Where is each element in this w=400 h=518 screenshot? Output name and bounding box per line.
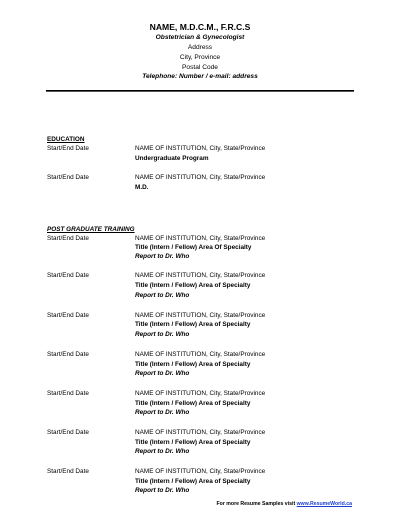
- training-institution: NAME OF INSTITUTION, City, State/Province: [135, 351, 266, 358]
- training-date: Start/End Date: [47, 351, 89, 358]
- education-program: Undergraduate Program: [135, 155, 209, 162]
- training-report: Report to Dr. Who: [135, 292, 190, 299]
- training-report: Report to Dr. Who: [135, 448, 190, 455]
- training-report: Report to Dr. Who: [135, 370, 190, 377]
- header-divider: [46, 90, 354, 92]
- training-title: Title (Intern / Fellow) Area of Specialty: [135, 439, 251, 446]
- training-institution: NAME OF INSTITUTION, City, State/Province: [135, 468, 266, 475]
- training-title: Title (Intern / Fellow) Area of Specialty: [135, 321, 251, 328]
- postal-line: Postal Code: [182, 64, 218, 71]
- education-institution: NAME OF INSTITUTION, City, State/Province: [135, 174, 266, 181]
- address-line: Address: [187, 44, 213, 51]
- training-report: Report to Dr. Who: [135, 253, 190, 260]
- city-line: City, Province: [179, 54, 221, 61]
- training-title: Title (Intern / Fellow) Area of Specialty: [135, 478, 251, 485]
- footer-link[interactable]: www.ResumeWorld.ca: [296, 501, 352, 507]
- education-date: Start/End Date: [47, 145, 89, 152]
- training-title: Title (Intern / Fellow) Area of Specialty: [135, 400, 251, 407]
- education-heading: EDUCATION: [47, 136, 85, 143]
- education-institution: NAME OF INSTITUTION, City, State/Province: [135, 145, 266, 152]
- training-heading: POST GRADUATE TRAINING: [47, 226, 135, 233]
- training-report: Report to Dr. Who: [135, 409, 190, 416]
- training-date: Start/End Date: [47, 235, 89, 242]
- contact-line: Telephone: Number / e-mail: address: [142, 73, 258, 80]
- education-date: Start/End Date: [47, 174, 89, 181]
- training-title: Title (Intern / Fellow) Area of Specialty: [135, 361, 251, 368]
- training-date: Start/End Date: [47, 468, 89, 475]
- training-title: Title (Intern / Fellow) Area Of Specialty: [135, 244, 252, 251]
- training-date: Start/End Date: [47, 390, 89, 397]
- footer-note: [216, 501, 352, 507]
- training-institution: NAME OF INSTITUTION, City, State/Province: [135, 312, 266, 319]
- training-institution: NAME OF INSTITUTION, City, State/Province: [135, 235, 266, 242]
- training-institution: NAME OF INSTITUTION, City, State/Province: [135, 272, 266, 279]
- training-institution: NAME OF INSTITUTION, City, State/Province: [135, 390, 266, 397]
- training-report: Report to Dr. Who: [135, 331, 190, 338]
- doctor-specialty: Obstetrician & Gynecologist: [155, 34, 245, 41]
- training-date: Start/End Date: [47, 312, 89, 319]
- training-institution: NAME OF INSTITUTION, City, State/Province: [135, 429, 266, 436]
- education-degree: M.D.: [135, 184, 149, 191]
- training-report: Report to Dr. Who: [135, 487, 190, 494]
- doctor-name: NAME, M.D.C.M., F.R.C.S: [149, 22, 251, 32]
- training-date: Start/End Date: [47, 272, 89, 279]
- footer-text: For more Resume Samples visit: [216, 501, 297, 507]
- training-date: Start/End Date: [47, 429, 89, 436]
- training-title: Title (Intern / Fellow) Area of Specialty: [135, 282, 251, 289]
